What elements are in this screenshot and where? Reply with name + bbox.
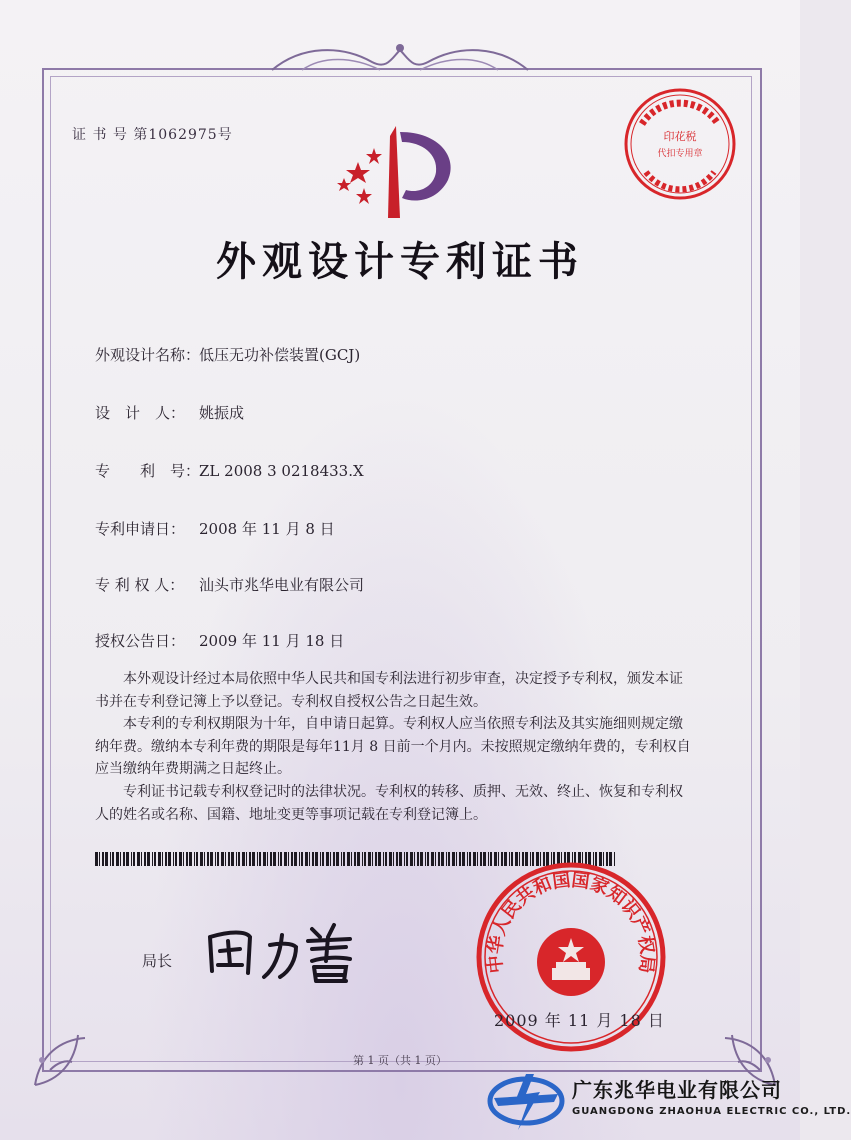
field-design-name xyxy=(95,344,360,365)
body-paragraph-3: 专利证书记载专利权登记时的法律状况。专利权的转移、质押、无效、终止、恢复和专利权人的姓名或名称、国籍、地址变更等事项记载在专利登记簿上。 xyxy=(95,783,683,823)
body-paragraph-2: 本专利的专利权期限为十年，自申请日起算。专利权人应当依照专利法及其实施细则规定缴纳年费。缴纳本专利年费的期限是每年11月 8 日前一个月内。未按照规定缴纳年费的，专利权自应当缴纳年费期满之日起终止。 xyxy=(95,716,691,778)
certificate-number: 证 书 号 第1062975号 xyxy=(72,127,233,143)
field-value: 低压无功补偿装置(GCJ) xyxy=(199,346,361,364)
svg-text:代扣专用章: 代扣专用章 xyxy=(657,149,703,159)
field-grant-date xyxy=(95,630,344,651)
company-watermark xyxy=(488,1066,851,1140)
top-ornament xyxy=(262,40,538,80)
field-value: ZL 2008 3 0218433.X xyxy=(199,462,364,480)
field-label: 设 计 人： xyxy=(95,404,186,422)
patent-office-logo-icon xyxy=(330,118,470,228)
field-designer xyxy=(95,402,244,423)
tax-stamp-seal xyxy=(620,84,740,204)
field-patent-number xyxy=(95,460,364,481)
field-value: 汕头市兆华电业有限公司 xyxy=(199,576,365,594)
field-patentee xyxy=(95,574,364,595)
field-value: 2009 年 11 月 18 日 xyxy=(199,632,345,650)
field-label: 授权公告日： xyxy=(95,632,186,650)
field-value: 2008 年 11 月 8 日 xyxy=(199,520,335,538)
field-label: 专利申请日： xyxy=(95,520,186,538)
seal-text: 中华人民共和国国家知识产权局 xyxy=(484,869,658,975)
company-logo-icon xyxy=(488,1070,564,1132)
certificate-body xyxy=(95,668,695,826)
field-label: 外观设计名称： xyxy=(95,346,201,364)
issue-date: 2009 年 11 月 18 日 xyxy=(494,1011,665,1030)
field-application-date xyxy=(95,518,335,539)
bottom-left-ornament xyxy=(30,1000,120,1090)
director-label: 局长 xyxy=(142,952,173,970)
field-label: 专 利 权 人： xyxy=(95,576,185,594)
body-paragraph-1: 本外观设计经过本局依照中华人民共和国专利法进行初步审查，决定授予专利权，颁发本证书并在专利登记簿上予以登记。专利权自授权公告之日起生效。 xyxy=(95,671,683,710)
director-signature xyxy=(200,915,370,985)
field-label: 专 利 号： xyxy=(95,462,201,480)
certificate-title: 外观设计专利证书 xyxy=(216,238,584,285)
page-number: 第 1 页（共 1 页） xyxy=(353,1054,447,1067)
company-name-en: GUANGDONG ZHAOHUA ELECTRIC CO., LTD. xyxy=(572,1106,851,1117)
field-value: 姚振成 xyxy=(199,404,245,422)
svg-text:印花税: 印花税 xyxy=(663,130,697,143)
company-name-cn: 广东兆华电业有限公司 xyxy=(572,1078,782,1102)
